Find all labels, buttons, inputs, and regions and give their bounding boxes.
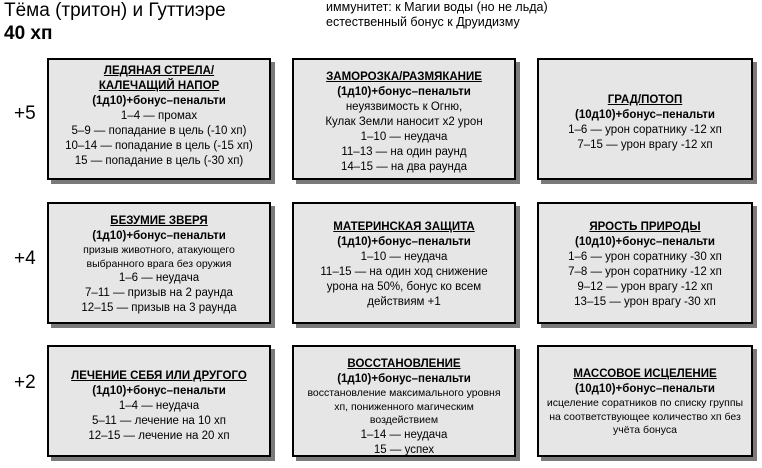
outcome-line: 14–15 — на два раунда [341, 161, 467, 173]
outcome-line: 9–12 — урон врагу -12 хп [577, 281, 713, 293]
outcome-line: 7–15 — урон врагу -12 хп [577, 139, 713, 151]
description-line: выбранного врага без оружия [86, 257, 232, 270]
spell-formula: (1д10)+бонус–пенальти [92, 95, 226, 107]
description-line: восстановление максимального уровня [307, 387, 501, 399]
spell-heading: ЯРОСТЬ ПРИРОДЫ [589, 221, 701, 233]
outcome-line: 1–10 — неудача [360, 131, 448, 143]
spell-card-mass-healing [537, 345, 753, 457]
spell-card-healing [47, 345, 271, 457]
outcome-line: 15 — успех [373, 443, 435, 456]
spell-heading: МАТЕРИНСКАЯ ЗАЩИТА [333, 221, 475, 233]
spell-formula: (1д10)+бонус–пенальти [92, 385, 226, 397]
outcome-line: урона на 50%, бонус ко всем [326, 281, 482, 293]
description-line: исцеление соратников по списку группы [546, 397, 744, 409]
spell-card-restoration [292, 345, 516, 457]
spell-heading: БЕЗУМИЕ ЗВЕРЯ [110, 215, 208, 227]
outcome-line: 1–6 — урон соратнику -12 хп [568, 124, 722, 136]
description-line: воздействием [369, 414, 439, 426]
outcome-line: 1–4 — промах [120, 110, 198, 122]
spell-heading: КАЛЕЧАЩИЙ НАПОР [98, 80, 220, 92]
spell-heading: МАССОВОЕ ИСЦЕЛЕНИЕ [573, 368, 717, 380]
spell-heading: ГРАД/ПОТОП [607, 94, 683, 106]
outcome-line: 5–9 — попадание в цель (-10 хп) [71, 125, 247, 137]
spell-formula: (1д10)+бонус–пенальти [92, 230, 226, 242]
spell-card-ice-arrow [47, 58, 271, 180]
spell-card-freeze [292, 58, 516, 180]
spell-heading: ЛЕДЯНАЯ СТРЕЛА/ [103, 65, 215, 77]
spell-heading: ЛЕЧЕНИЕ СЕБЯ ИЛИ ДРУГОГО [71, 370, 247, 382]
spell-card-mother-protection [292, 202, 516, 324]
spell-card-hail [537, 58, 753, 180]
spell-formula: (10д10)+бонус–пенальти [575, 383, 715, 395]
outcome-line: 1–6 — неудача [118, 272, 200, 284]
page-title: Тёма (тритон) и Гуттиэре [4, 0, 226, 21]
description-line: призыв животного, атакующего [83, 244, 235, 256]
outcome-line: действиям +1 [367, 296, 441, 308]
description-line: на соответствующее количество хп без [549, 410, 741, 423]
outcome-line: Кулак Земли наносит x2 урон [325, 116, 483, 128]
spell-card-nature-fury [537, 202, 753, 324]
outcome-line: 12–15 — призыв на 3 раунда [81, 302, 237, 314]
outcome-line: 13–15 — урон врагу -30 хп [574, 296, 716, 308]
description-line: хп, пониженного магическим [334, 400, 474, 413]
outcome-line: 5–11 — лечение на 10 хп [91, 415, 226, 427]
outcome-line: 1–6 — урон соратнику -30 хп [568, 251, 722, 263]
spell-formula: (10д10)+бонус–пенальти [575, 109, 715, 121]
outcome-line: неуязвимость к Огню, [345, 101, 463, 113]
outcome-line: 1–14 — неудача [360, 428, 448, 441]
outcome-line: 10–14 — попадание в цель (-15 хп) [65, 140, 253, 152]
spell-formula: (10д10)+бонус–пенальти [575, 236, 715, 248]
outcome-line: 15 — попадание в цель (-30 хп) [74, 155, 244, 167]
outcome-line: 11–15 — на один ход снижение [320, 266, 488, 278]
outcome-line: 7–8 — урон соратнику -12 хп [568, 266, 722, 278]
hit-points: 40 хп [4, 23, 53, 44]
spell-card-beast-madness [47, 202, 271, 324]
spell-heading: ВОССТАНОВЛЕНИЕ [347, 358, 461, 370]
spell-formula: (1д10)+бонус–пенальти [337, 373, 471, 385]
row-label-plus5: +5 [14, 103, 36, 124]
spell-formula: (1д10)+бонус–пенальти [337, 86, 471, 98]
note-bonus: естественный бонус к Друидизму [326, 15, 520, 29]
outcome-line: 1–4 — неудача [118, 400, 200, 412]
outcome-line: 1–10 — неудача [360, 251, 448, 263]
outcome-line: 7–11 — призыв на 2 раунда [85, 287, 233, 299]
spell-heading: ЗАМОРОЗКА/РАЗМЯКАНИЕ [326, 71, 482, 83]
spell-formula: (1д10)+бонус–пенальти [337, 236, 471, 248]
note-immunity: иммунитет: к Магии воды (но не льда) [326, 0, 548, 14]
outcome-line: 11–13 — на один раунд [341, 146, 467, 158]
outcome-line: 12–15 — лечение на 20 хп [88, 430, 230, 442]
description-line: учёта бонуса [613, 424, 677, 436]
row-label-plus4: +4 [14, 248, 36, 269]
row-label-plus2: +2 [14, 372, 36, 393]
